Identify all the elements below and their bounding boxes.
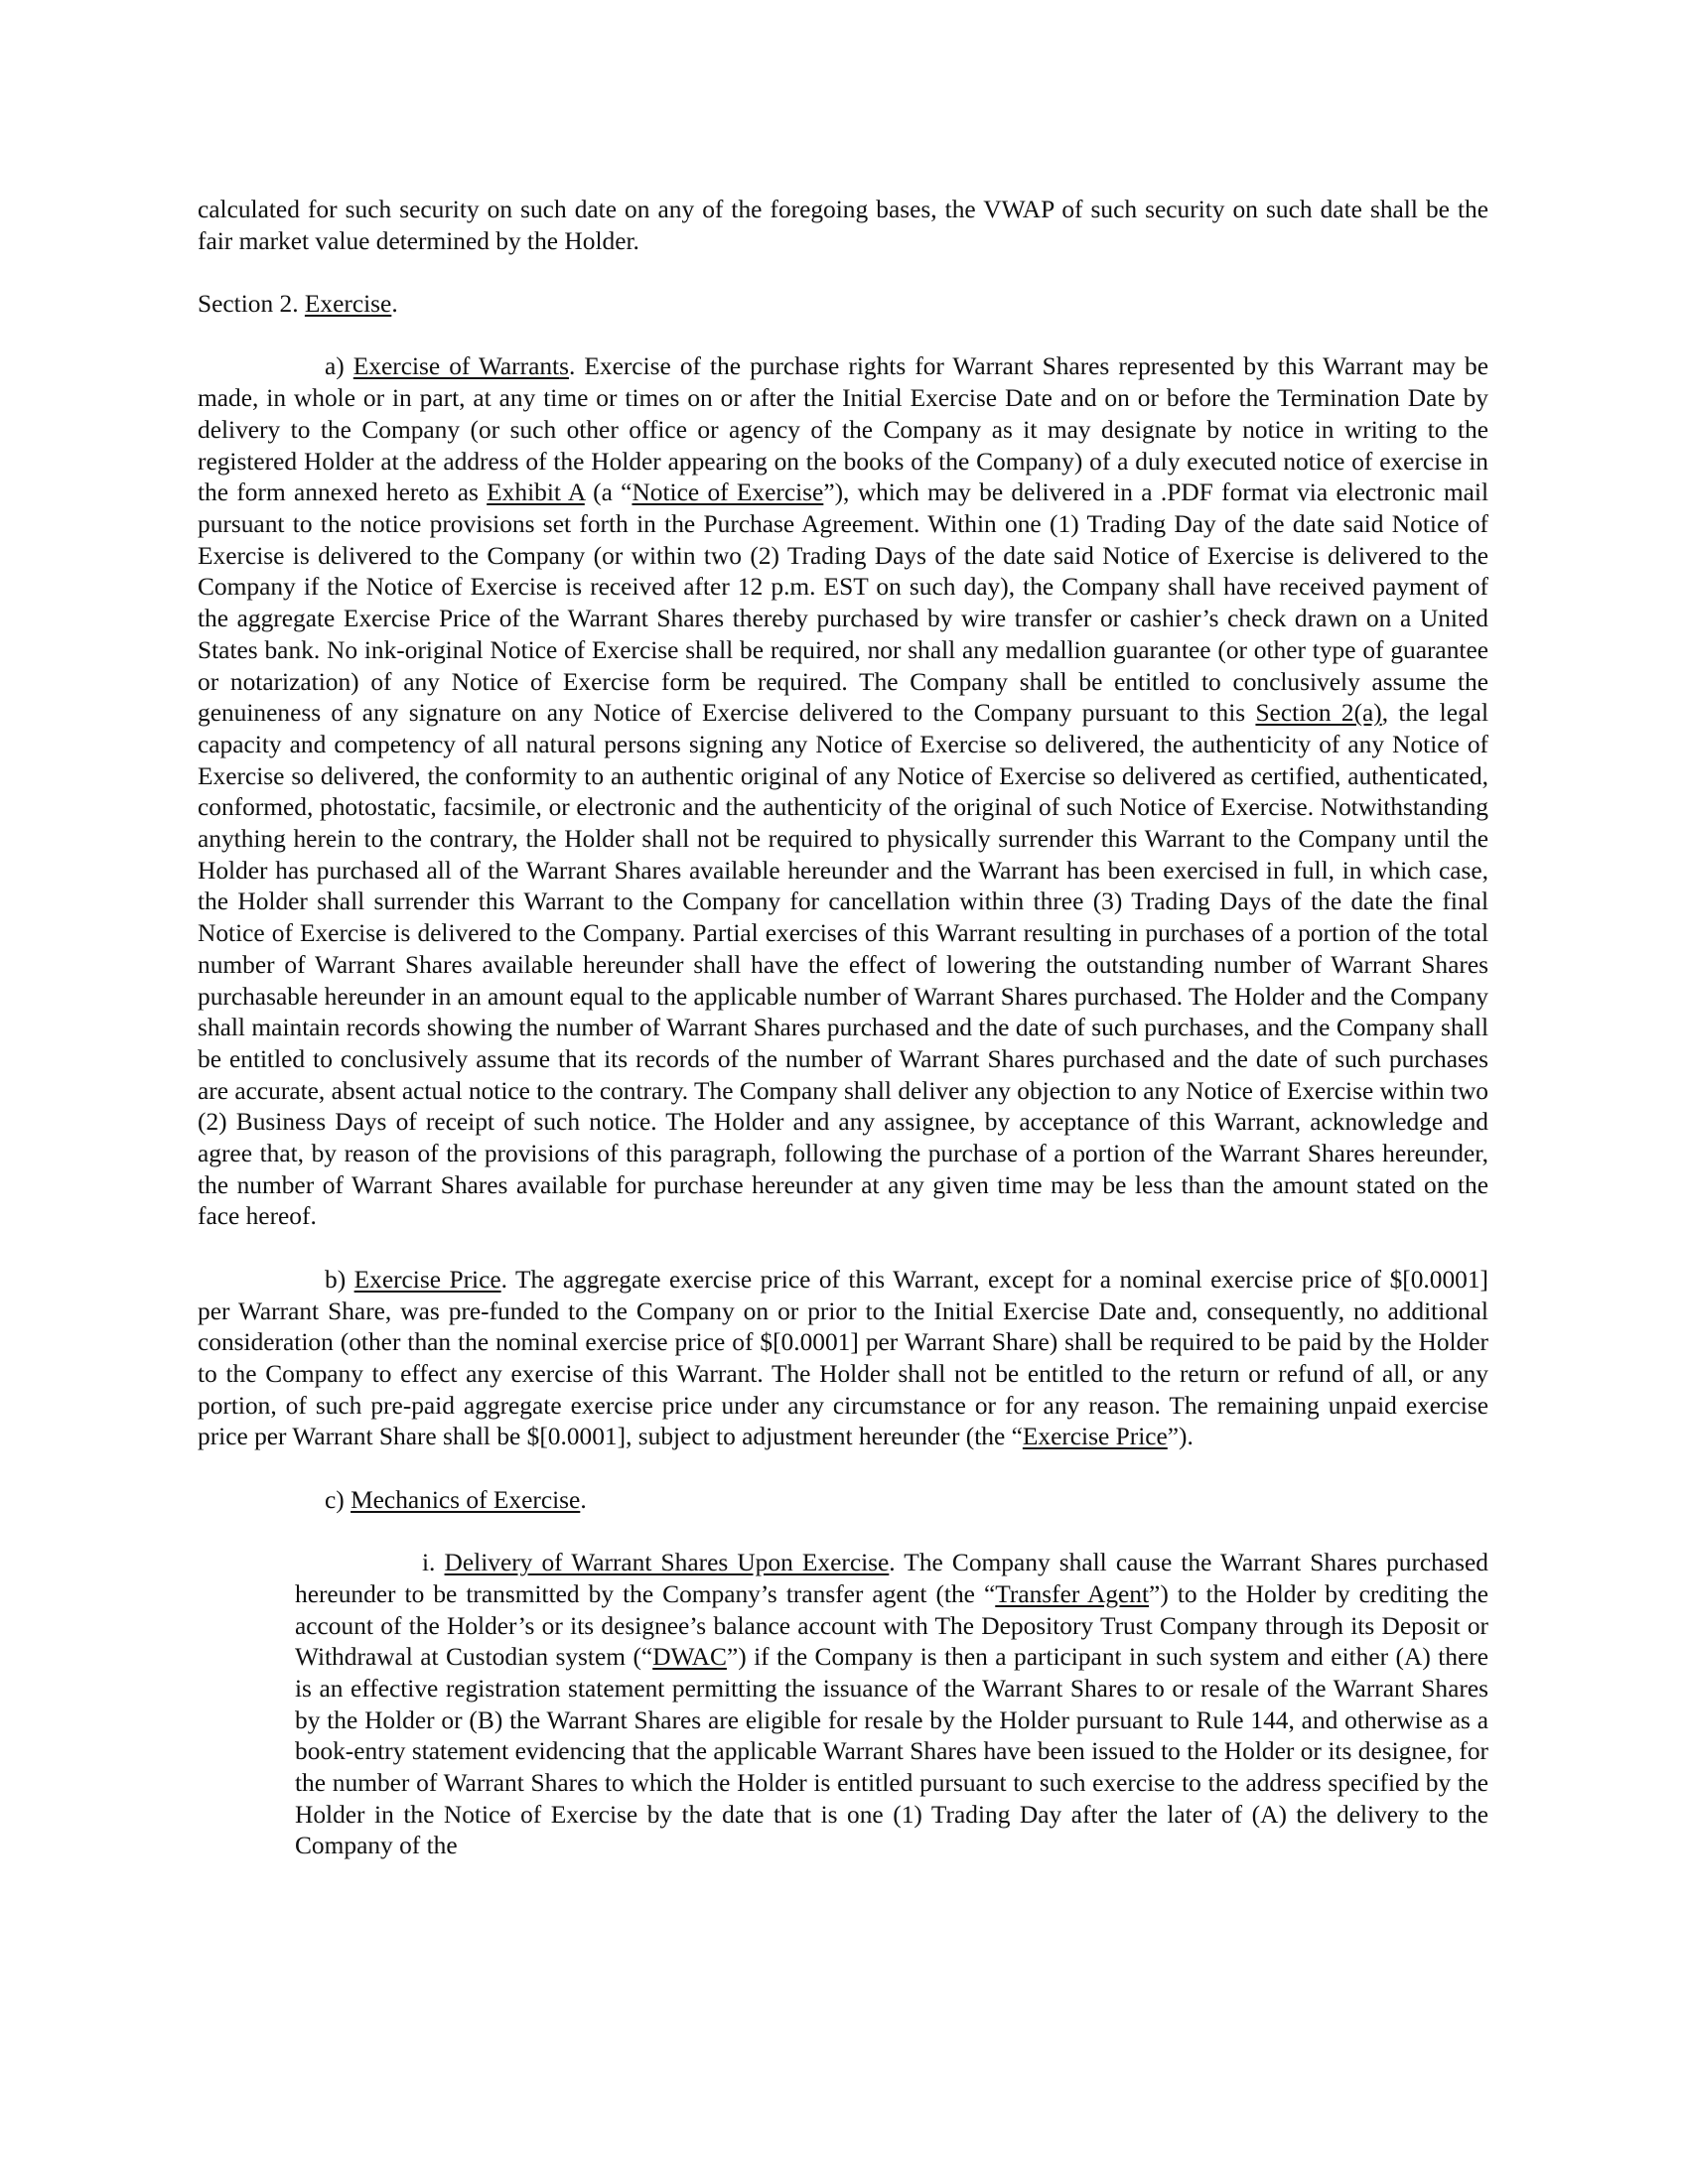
section-2a-reference: Section 2(a) bbox=[1255, 699, 1382, 728]
dwac-term: DWAC bbox=[652, 1643, 727, 1672]
paragraph-a-title: Exercise of Warrants bbox=[352, 352, 569, 381]
section-2-title: Exercise bbox=[304, 290, 392, 319]
paragraph-a-exercise-of-warrants: a) Exercise of Warrants. Exercise of the purchase rights for Warrant Shares represented by this Warrant may be made, in whole or in part, at any time or times on or after the Initial Exercise Date and on or before the Termination Date by delivery to the Company (or such other office or agency of the Company as it may designate by notice in writing to the registered Holder at the address of the Holder appearing on the books of the Company) of a duly executed notice of exercise in the form annexed hereto as Exhibit A (a “Notice of Exercise”), which may be delivered in a .PDF format via electronic mail pursuant to the notice provisions set forth in the Purchase Agreement. Within one (1) Trading Day of the date said Notice of Exercise is delivered to the Company (or within two (2) Trading Days of the date said Notice of Exercise is delivered to the Company if the Notice of Exercise is received after 12 p.m. EST on such day), the Company shall have received payment of the aggregate Exercise Price of the Warrant Shares thereby purchased by wire transfer or cashier’s check drawn on a United States bank. No ink-original Notice of Exercise shall be required, nor shall any medallion guarantee (or other type of guarantee or notarization) of any Notice of Exercise form be required. The Company shall be entitled to conclusively assume the genuineness of any signature on any Notice of Exercise delivered to the Company pursuant to this Section 2(a), the legal capacity and competency of all natural persons signing any Notice of Exercise so delivered, the authenticity of any Notice of Exercise so delivered, the conformity to an authentic original of any Notice of Exercise so delivered as certified, authenticated, conformed, photostatic, facsimile, or electronic and the authenticity of the original of such Notice of Exercise. Notwithstanding anything herein to the contrary, the Holder shall not be required to physically surrender this Warrant to the Company until the Holder has purchased all of the Warrant Shares available hereunder and the Warrant has been exercised in full, in which case, the Holder shall surrender this Warrant to the Company for cancellation within three (3) Trading Days of the date the final Notice of Exercise is delivered to the Company. Partial exercises of this Warrant resulting in purchases of a portion of the total number of Warrant Shares available hereunder shall have the effect of lowering the outstanding number of Warrant Shares purchasable hereunder in an amount equal to the applicable number of Warrant Shares purchased. The Holder and the Company shall maintain records showing the number of Warrant Shares purchased and the date of such purchases, and the Company shall be entitled to conclusively assume that its records of the number of Warrant Shares purchased and the date of such purchases are accurate, absent actual notice to the contrary. The Company shall deliver any objection to any Notice of Exercise within two (2) Business Days of receipt of such notice. The Holder and any assignee, by acceptance of this Warrant, acknowledge and agree that, by reason of the provisions of this paragraph, following the purchase of a portion of the Warrant Shares hereunder, the number of Warrant Shares available for purchase hereunder at any given time may be less than the amount stated on the face hereof. bbox=[198, 352, 1489, 1231]
paragraph-c-title: Mechanics of Exercise bbox=[351, 1485, 581, 1514]
document-page bbox=[198, 195, 1488, 1862]
paragraph-c-i-title: Delivery of Warrant Shares Upon Exercise bbox=[444, 1549, 890, 1577]
notice-of-exercise-term: Notice of Exercise bbox=[632, 478, 824, 507]
paragraph-b-title: Exercise Price bbox=[353, 1265, 501, 1294]
transfer-agent-term: Transfer Agent bbox=[995, 1579, 1150, 1608]
exhibit-a-reference: Exhibit A bbox=[487, 478, 585, 507]
intro-paragraph: calculated for such security on such date on any of the foregoing bases, the VWAP of such security on such date shall be the fair market value determined by the Holder. bbox=[198, 196, 1488, 255]
paragraph-b-exercise-price: b) Exercise Price. The aggregate exercise price of this Warrant, except for a nominal exercise price of $[0.0001] per Warrant Share, was pre-funded to the Company on or prior to the Initial Exercise Date and, consequently, no additional consideration (other than the nominal exercise price of $[0.0001] per Warrant Share) shall be required to be paid by the Holder to the Company to effect any exercise of this Warrant. The Holder shall not be entitled to the return or refund of all, or any portion, of such pre-paid aggregate exercise price under any circumstance or for any reason. The remaining unpaid exercise price per Warrant Share shall be $[0.0001], subject to adjustment hereunder (the “Exercise Price”). bbox=[198, 1265, 1489, 1451]
section-2-heading: Section 2. Exercise. bbox=[198, 290, 398, 319]
paragraph-c-i-delivery: i. Delivery of Warrant Shares Upon Exercise. The Company shall cause the Warrant Shares purchased hereunder to be transmitted by the Company’s transfer agent (the “Transfer Agent”) to the Holder by crediting the account of the Holder’s or its designee’s balance account with The Depository Trust Company through its Deposit or Withdrawal at Custodian system (“DWAC”) if the Company is then a participant in such system and either (A) there is an effective registration statement permitting the issuance of the Warrant Shares to or resale of the Warrant Shares by the Holder or (B) the Warrant Shares are eligible for resale by the Holder pursuant to Rule 144, and otherwise as a book-entry statement evidencing that the applicable Warrant Shares have been issued to the Holder or its designee, for the number of Warrant Shares to which the Holder is entitled pursuant to such exercise to the address specified by the Holder in the Notice of Exercise by the date that is one (1) Trading Day after the later of (A) the delivery to the Company of the bbox=[295, 1549, 1488, 1860]
paragraph-c-mechanics-heading: c) Mechanics of Exercise. bbox=[325, 1485, 587, 1514]
exercise-price-term: Exercise Price bbox=[1022, 1423, 1168, 1451]
